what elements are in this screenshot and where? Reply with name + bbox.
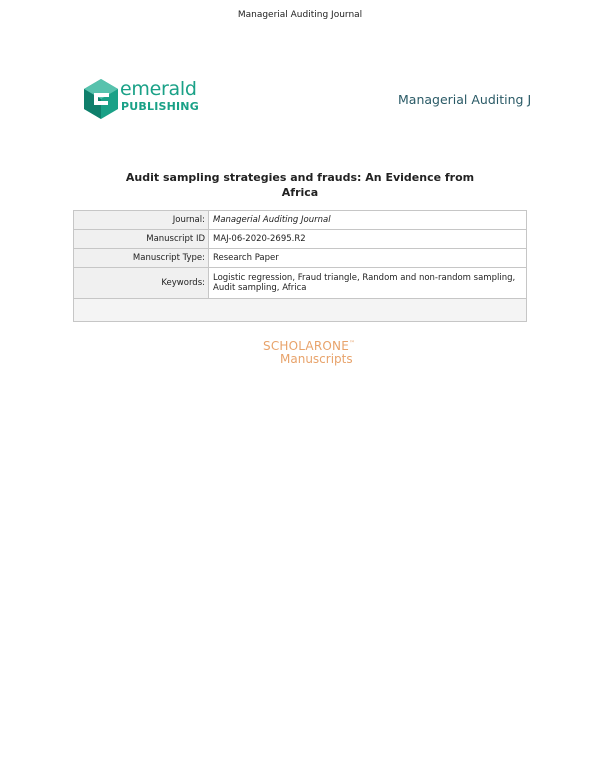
logo-text-publishing: PUBLISHING xyxy=(121,100,199,113)
emerald-logo-icon xyxy=(82,78,120,120)
table-row xyxy=(74,230,527,249)
journal-banner: Managerial Auditing J xyxy=(398,92,532,107)
table-row xyxy=(74,268,527,299)
empty-cell xyxy=(74,299,527,322)
table-row-empty xyxy=(74,299,527,322)
emerald-publishing-logo xyxy=(82,78,212,122)
keywords-label: Keywords: xyxy=(74,268,209,299)
manuscript-type-value: Research Paper xyxy=(209,249,527,268)
keywords-value: Logistic regression, Fraud triangle, Random and non-random sampling, Audit sampling, Africa xyxy=(209,268,527,299)
logo-text-emerald: emerald xyxy=(120,78,197,100)
running-header: Managerial Auditing Journal xyxy=(237,10,363,20)
scholarone-logo xyxy=(263,339,383,366)
table-row xyxy=(74,211,527,230)
manuscript-metadata-table xyxy=(73,210,527,322)
manuscript-id-label: Manuscript ID xyxy=(74,230,209,249)
journal-label: Journal: xyxy=(74,211,209,230)
journal-value: Managerial Auditing Journal xyxy=(209,211,527,230)
table-row xyxy=(74,249,527,268)
manuscripts-text: Manuscripts xyxy=(280,352,353,366)
scholarone-name: SCHOLARONE xyxy=(263,339,349,353)
manuscript-id-value: MAJ-06-2020-2695.R2 xyxy=(209,230,527,249)
manuscript-type-label: Manuscript Type: xyxy=(74,249,209,268)
scholarone-text xyxy=(263,339,383,353)
paper-title: Audit sampling strategies and frauds: An Evidence from Africa xyxy=(125,171,475,199)
trademark-symbol: ™ xyxy=(348,340,356,347)
